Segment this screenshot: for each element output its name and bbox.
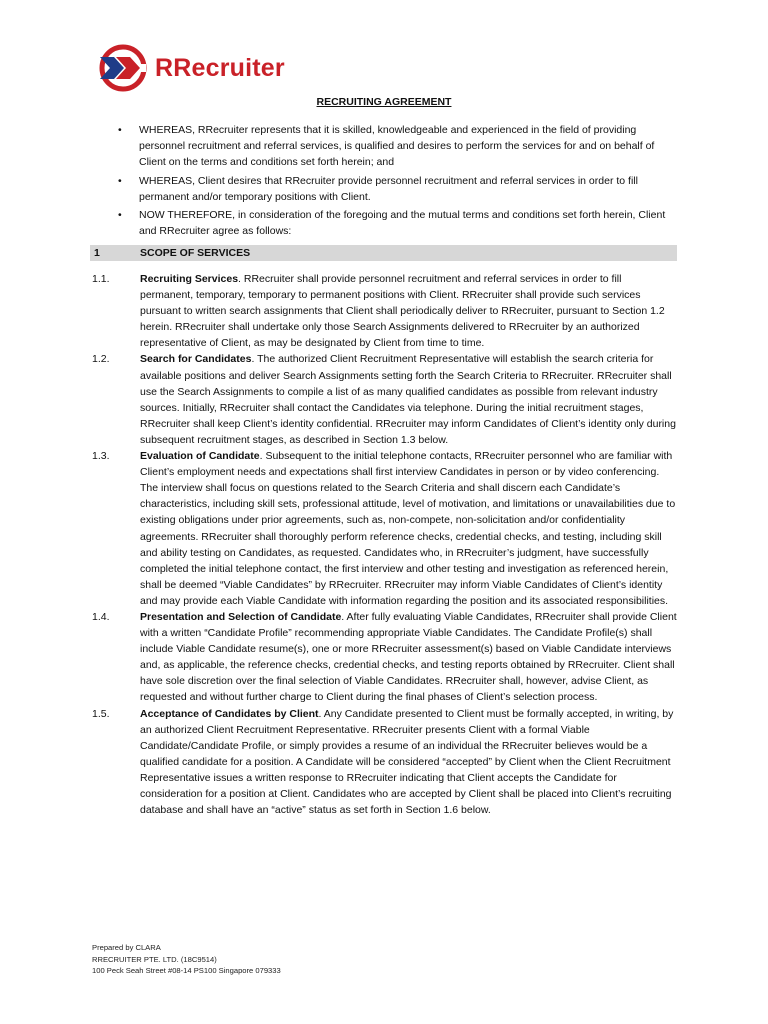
footer-prepared-by: Prepared by CLARA bbox=[92, 943, 161, 952]
clause-number: 1.1. bbox=[92, 273, 110, 285]
clause-1-4 bbox=[92, 609, 677, 706]
company-logo bbox=[96, 44, 285, 92]
clause-body: . The authorized Client Recruitment Representative will establish the search criteria for available positions and deliver Search Assignments setting forth the Search Criteria to RRecruiter. RRecruiter shall use the Search Assignments to compile a list of as many qualified candidates as possible from relevant industry sources. Initially, RRecruiter shall contact the Candidates via telephone. During the initial recruitment stages, RRecruiter shall keep Client’s identity confidential. RRecruiter may inform Candidates of Client’s identity only during subsequent recruitment stages, as described in Section 1.3 below. bbox=[140, 353, 676, 446]
clause-number: 1.3. bbox=[92, 450, 110, 463]
recital-text: WHEREAS, Client desires that RRecruiter provide personnel recruitment and referral services in order to fill permanent and/or temporary positions with Client. bbox=[139, 174, 638, 203]
clause-heading: Recruiting Services bbox=[140, 273, 239, 285]
page-footer bbox=[92, 942, 281, 977]
clause-body: . Any Candidate presented to Client must be formally accepted, in writing, by an authorized Client Recruitment Representative. RRecruiter presents Client with a formal Viable Candidate/Candidate Profile, or simply provides a resume of an individual the RRecruiter believes would be a qualified candidate for a position. A Candidate will be considered “accepted” by Client when the Client Recruitment Representative issues a written response to RRecruiter indicating that Client accepts the Candidate for consideration for a position at Client. Candidates who are accepted by Client shall be placed into Client’s recruiting database and shall have an “active” status as set forth in Section 1.6 below. bbox=[140, 707, 674, 817]
clause-1-1 bbox=[92, 271, 677, 351]
clause-heading: Evaluation of Candidate bbox=[140, 450, 260, 463]
bullet-icon: • bbox=[118, 209, 122, 222]
list-item bbox=[118, 122, 678, 171]
clause-number: 1.4. bbox=[92, 610, 110, 623]
list-item bbox=[118, 207, 678, 239]
clause-heading: Search for Candidates bbox=[140, 353, 252, 366]
clause-body: . Subsequent to the initial telephone contacts, RRecruiter personnel who are familiar with Client’s employment needs and expectations shall first interview Candidates in person or by video conferencing. The interview shall focus on questions related to the Search Criteria and shall discern each Candidate’s characteristics, including skill sets, professional attitude, level of motivation, and limitations or unavailabilities due to existing obligations under prior agreements, such as, non-compete, non-solicitation and/or confidentiality agreements. RRecruiter shall thoroughly perform reference checks, credential checks, and testing, including skill and ability testing on Candidates, as requested. Candidates who, in RRecruiter’s judgment, have successfully completed the initial telephone contact, the first interview and other testing and investigation as referenced herein, shall be deemed “Viable Candidates” by RRecruiter. RRecruiter may inform Viable Candidates of Client’s identity and may provide each Viable Candidate with information regarding the position and its associated responsibilities. bbox=[140, 450, 676, 607]
section-heading bbox=[90, 245, 677, 261]
clause-1-5 bbox=[92, 706, 677, 819]
clause-body: . After fully evaluating Viable Candidates, RRecruiter shall provide Client with a written “Candidate Profile” recommending appropriate Viable Candidates. The Candidate Profile(s) shall include Viable Candidate resume(s), one or more RRecruiter assessment(s) based on Viable Candidate interviews and, as applicable, the reference checks, credential checks, and testing reports obtained by RRecruiter. Client shall have sole discretion over the final selection of Viable Candidates. RRecruiter shall, however, advise Client, as requested and without further charge to Client during the final phases of Client’s selection process. bbox=[140, 610, 677, 704]
clause-heading: Acceptance of Candidates by Client bbox=[140, 707, 319, 720]
list-item bbox=[118, 173, 678, 205]
clause-heading: Presentation and Selection of Candidate bbox=[140, 610, 342, 623]
clause-1-3 bbox=[92, 448, 677, 609]
footer-company: RRECRUITER PTE. LTD. (18C9514) bbox=[92, 954, 217, 964]
document-title: RECRUITING AGREEMENT bbox=[316, 96, 452, 108]
section-number: 1 bbox=[94, 247, 100, 259]
clauses-list bbox=[92, 271, 677, 818]
chevron-logo-icon bbox=[96, 44, 150, 92]
recitals-list bbox=[118, 122, 678, 241]
bullet-icon: • bbox=[118, 174, 122, 187]
recital-text: WHEREAS, RRecruiter represents that it is skilled, knowledgeable and experienced in the field of providing personnel recruitment and referral services, is qualified and desires to perform the services for and on behalf of Client on the terms and conditions set forth herein; and bbox=[139, 124, 655, 169]
section-label: SCOPE OF SERVICES bbox=[140, 247, 251, 259]
clause-number: 1.5. bbox=[92, 707, 110, 720]
bullet-icon: • bbox=[118, 124, 122, 136]
recital-text: NOW THEREFORE, in consideration of the foregoing and the mutual terms and conditions set forth herein, Client and RRecruiter agree as follows: bbox=[139, 209, 666, 238]
footer-address: 100 Peck Seah Street #08-14 PS100 Singapore 079333 bbox=[92, 966, 281, 975]
clause-number: 1.2. bbox=[92, 353, 110, 366]
clause-1-2 bbox=[92, 351, 677, 448]
clause-body: . RRecruiter shall provide personnel recruitment and referral services in order to fill permanent, temporary, temporary to permanent positions with Client. RRecruiter shall provide such services pursuant to written search assignments that Client shall periodically deliver to RRecruiter, pursuant to Section 1.2 herein. RRecruiter shall undertake only those Search Assignments delivered to RRecruiter by an authorized representative of Client, as may be designated by Client from time to time. bbox=[140, 273, 665, 350]
logo-text: RRecruiter bbox=[155, 53, 285, 82]
